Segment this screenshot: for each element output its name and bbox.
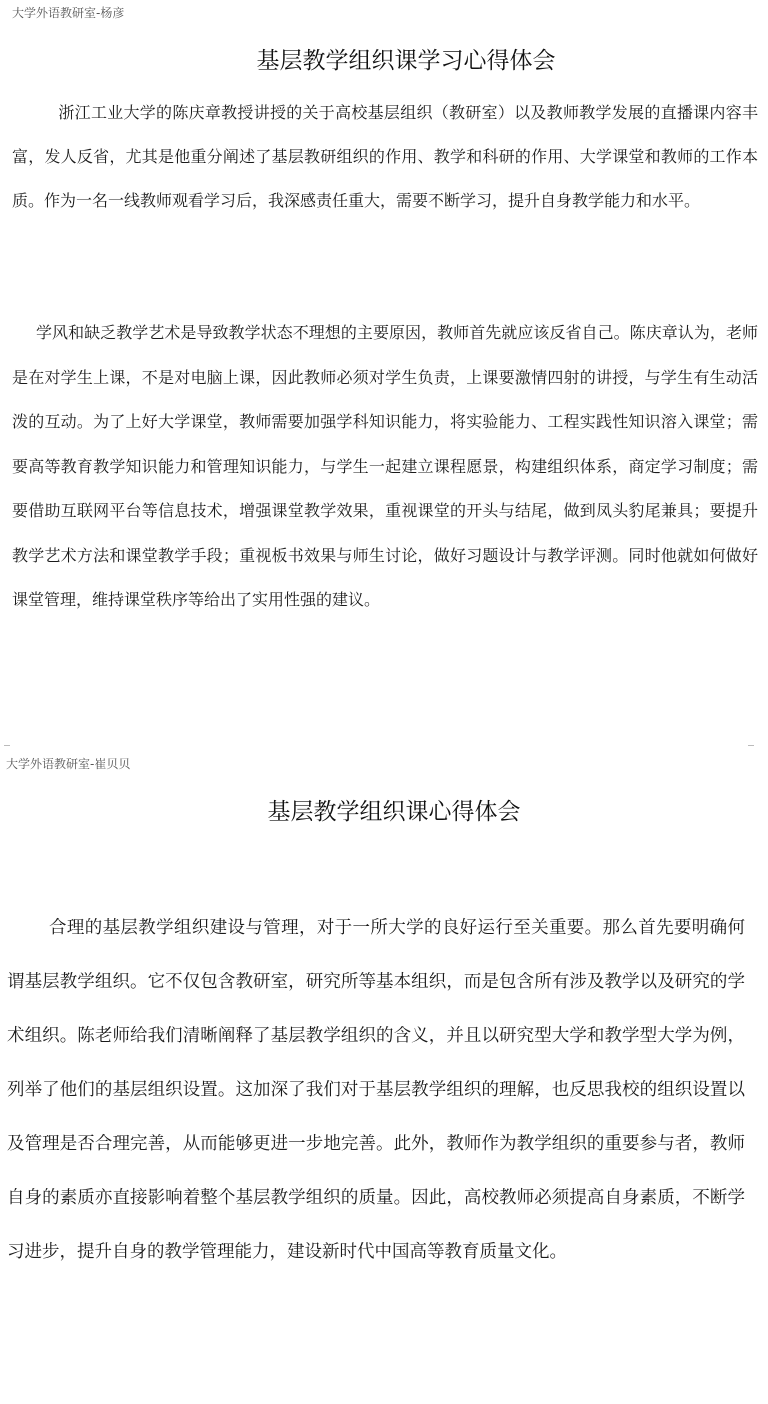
essay-title: 基层教学组织课学习心得体会 [256,48,556,74]
essay-section-cui-beibei [0,745,768,1404]
essay-paragraph: 合理的基层教学组织建设与管理，对于一所大学的良好运行至关重要。那么首先要明确何谓基层教学组织。它不仅包含教研室，研究所等基本组织，而是包含所有涉及教学以及研究的学术组织。陈老师给我们清晰阐释了基层教学组织的含义，并且以研究型大学和教学型大学为例，列举了他们的基层组织设置。这加深了我们对于基层教学组织的理解，也反思我校的组织设置以及管理是否合理完善，从而能够更进一步地完善。此外，教师作为教学组织的重要参与者，教师自身的素质亦直接影响着整个基层教学组织的质量。因此，高校教师必须提高自身素质，不断学习进步，提升自身的教学管理能力，建设新时代中国高等教育质量文化。 [7,918,745,1262]
essay-paragraph: 浙江工业大学的陈庆章教授讲授的关于高校基层组织（教研室）以及教师教学发展的直播课内容丰富，发人反省，尤其是他重分阐述了基层教研组织的作用、教学和科研的作用、大学课堂和教师的工作本质。作为一名一线教师观看学习后，我深感责任重大，需要不断学习，提升自身教学能力和水平。 [12,103,758,210]
author-department-label: 大学外语教研室-杨彦 [12,6,125,20]
author-department-label: 大学外语教研室-崔贝贝 [6,757,131,771]
essay-title: 基层教学组织课心得体会 [267,799,521,825]
essay-paragraph: 学风和缺乏教学艺术是导致教学状态不理想的主要原因，教师首先就应该反省自己。陈庆章认为，老师是在对学生上课，不是对电脑上课，因此教师必须对学生负责，上课要激情四射的讲授，与学生有生动活泼的互动。为了上好大学课堂，教师需要加强学科知识能力，将实验能力、工程实践性知识溶入课堂；需要高等教育教学知识能力和管理知识能力，与学生一起建立课程愿景，构建组织体系，商定学习制度；需要借助互联网平台等信息技术，增强课堂教学效果，重视课堂的开头与结尾，做到凤头豹尾兼具；要提升教学艺术方法和课堂教学手段；重视板书效果与师生讨论，做好习题设计与教学评测。同时他就如何做好课堂管理，维持课堂秩序等给出了实用性强的建议。 [12,323,758,609]
